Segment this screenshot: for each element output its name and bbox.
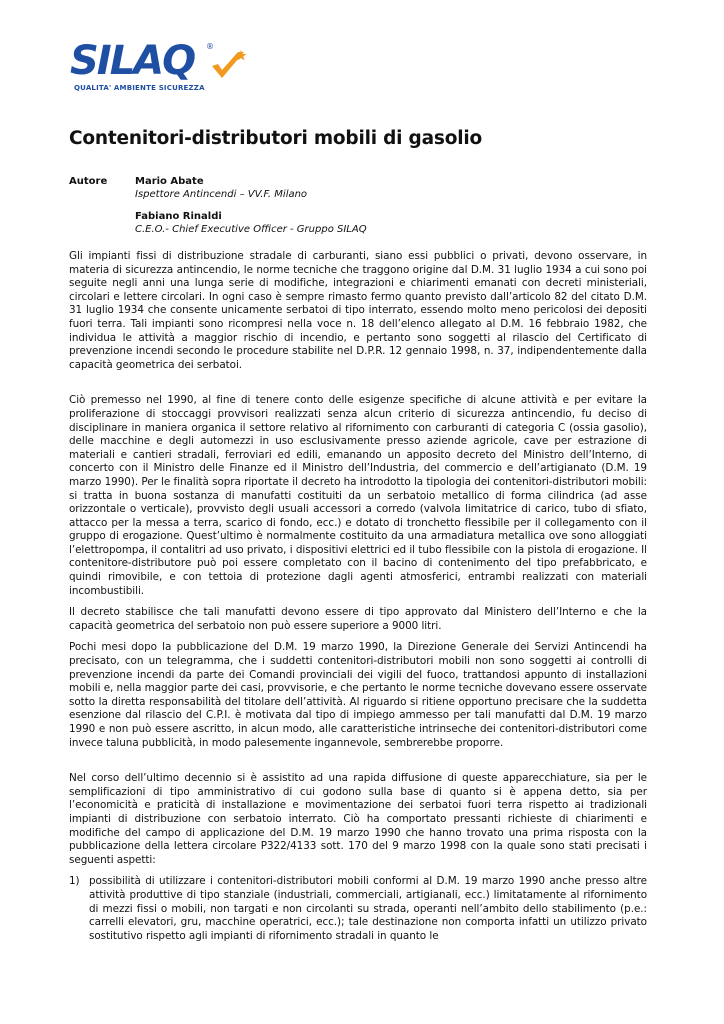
logo-registered-mark: ® [206, 42, 214, 51]
list-item-text: possibilità di utilizzare i contenitori-distributori mobili conformi al D.M. 19 marzo 1990 anche presso altre attività produttive di tipo stanziale (industriali, commerciali, artigianali, ecc.) limitatamente al rifornimento di mezzi fissi o mobili, non targati e non circolanti su strada, operanti nell’ambito dello stabilimento (p.e.: carrelli elevatori, gru, macchine operatrici, ecc.); tale destinazione non comporta infatti un utilizzo privato sostitutivo rispetto agli impianti di rifornimento stradali in quanto le [89, 875, 647, 942]
paragraph: Ciò premesso nel 1990, al fine di tenere conto delle esigenze specifiche di alcune attività e per evitare la proliferazione di stoccaggi provvisori realizzati senza alcun criterio di sicurezza antincendio, fu deciso di disciplinare in maniera organica il settore relativo al rifornimento con carburanti di categoria C (ossia gasolio), delle macchine e degli automezzi in uso esclusivamente presso aziende agricole, cave per estrazione di materiali e cantieri stradali, ferroviari ed edili, emanando un apposito decreto del Ministro dell’Interno, di concerto con il Ministro delle Finanze ed il Ministro dell’Industria, del commercio e dell’artigianato (D.M. 19 marzo 1990). Per le finalità sopra riportate il decreto ha introdotto la tipologia dei contenitori-distributori mobili: si tratta in buona sostanza di manufatti costituiti da un serbatoio metallico di forma cilindrica (ad asse orizzontale o verticale), provvisto degli usuali accessori a corredo (valvola limitatrice di carico, tubo di sfiato, attacco per la messa a terra, scarico di fondo, ecc.) e dotato di tronchetto flessibile per il collegamento con il gruppo di erogazione. Quest’ultimo è normalmente costituito da una armadiatura metallica ove sono alloggiati l’elettropompa, il contalitri ad uso privato, i dispositivi elettrici ed il tubo flessibile con la pistola di erogazione. Il contenitore-distributore può poi essere completato con il bacino di contenimento del tipo prefabbricato, e quindi rimovibile, e con tettoia di protezione dagli agenti atmosferici, entrambi realizzati con materiali incombustibili. [69, 394, 647, 597]
document-title: Contenitori-distributori mobili di gasolio [69, 128, 482, 149]
paragraph: Pochi mesi dopo la pubblicazione del D.M. 19 marzo 1990, la Direzione Generale dei Servizi Antincendi ha precisato, con un telegramma, che i suddetti contenitori-distributori mobili non sono soggetti ai controlli di prevenzione incendi da parte dei Comandi provinciali dei vigili del fuoco, trattandosi appunto di installazioni mobili e, nella maggior parte dei casi, provvisorie, e che pertanto le norme tecniche dovevano essere osservate sotto la diretta responsabilità del titolare dell’attività. Al riguardo si ritiene opportuno precisare che la suddetta esenzione dal rilascio del C.P.I. è motivata dal tipo di impiego ammesso per tali manufatti dal D.M. 19 marzo 1990 e non può essere ascritto, in alcun modo, alle caratteristiche intrinseche dei contenitori-distributori come invece taluna pubblicità, in modo palesemente ingannevole, sembrerebbe proporre. [69, 641, 647, 749]
author-name: Mario Abate [135, 176, 204, 187]
paragraph: Nel corso dell’ultimo decennio si è assistito ad una rapida diffusione di queste apparecchiature, sia per le semplificazioni di tipo amministrativo di cui godono sulla base di quanto si è appena detto, sia per l’economicità e praticità di installazione e movimentazione dei serbatoi fuori terra rispetto ai tradizionali impianti di distribuzione con serbatoio interrato. Ciò ha comportato pressanti richieste di chiarimenti e modifiche del campo di applicazione del D.M. 19 marzo 1990 che hanno trovato una prima risposta con la pubblicazione della lettera circolare P322/4133 sott. 170 del 9 marzo 1998 con la quale sono stati precisati i seguenti aspetti: [69, 772, 647, 866]
document-body [69, 250, 647, 943]
author-name: Fabiano Rinaldi [135, 211, 222, 222]
list-item-number: 1) [69, 875, 80, 888]
author-role: C.E.O.- Chief Executive Officer - Gruppo SILAQ [135, 223, 367, 235]
checkmark-star-icon [208, 48, 248, 84]
logo-tagline: QUALITA' AMBIENTE SICUREZZA [74, 84, 205, 92]
authors-label: Autore [69, 176, 108, 187]
authors-list [135, 176, 535, 236]
author-role: Ispettore Antincendi – VV.F. Milano [135, 188, 308, 200]
paragraph: Il decreto stabilisce che tali manufatti devono essere di tipo approvato dal Ministero dell’Interno e che la capacità geometrica del serbatoio non può essere superiore a 9000 litri. [69, 606, 647, 632]
list-item [69, 875, 647, 943]
paragraph: Gli impianti fissi di distribuzione stradale di carburanti, siano essi pubblici o privati, devono osservare, in materia di sicurezza antincendio, le norme tecniche che traggono origine dal D.M. 31 luglio 1934 a cui sono poi seguite negli anni una lunga serie di modifiche, integrazioni e chiarimenti emanati con decreti ministeriali, circolari e lettere circolari. In ogni caso è sempre rimasto fermo quanto previsto dall’articolo 82 del citato D.M. 31 luglio 1934 che consente unicamente serbatoi di tipo interrato, essendo molto meno pericolosi dei depositi fuori terra. Tali impianti sono ricompresi nella voce n. 18 dell’elenco allegato al D.M. 16 febbraio 1982, che individua le attività a maggior rischio di incendio, e pertanto sono soggetti al rilascio del Certificato di prevenzione incendi secondo le procedure stabilite nel D.P.R. 12 gennaio 1998, n. 37, indipendentemente dalla capacità geometrica dei serbatoi. [69, 250, 647, 371]
logo-wordmark: SILAQ [70, 38, 195, 84]
silaq-logo [70, 40, 250, 98]
numbered-list [69, 875, 647, 943]
